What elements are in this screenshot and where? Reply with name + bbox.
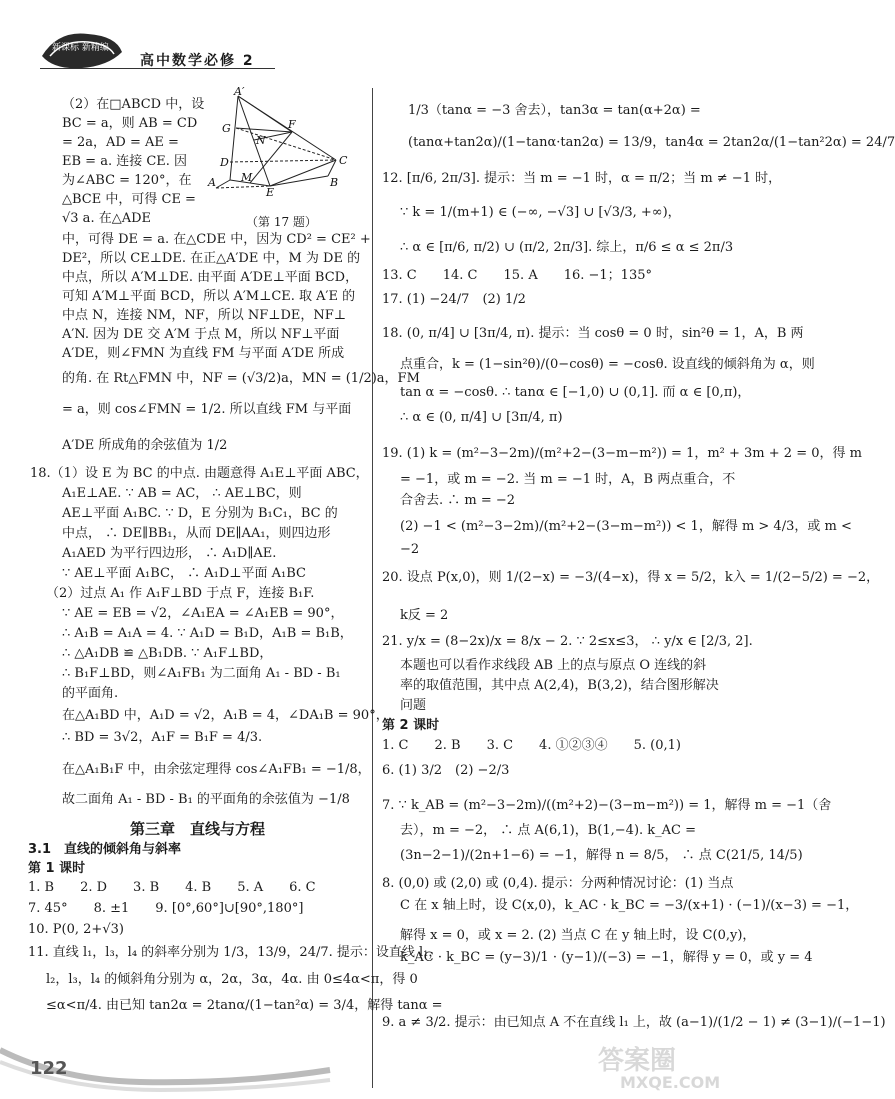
answer-line: 9. a ≠ 3/2. 提示：由已知点 A 不在直线 l₁ 上，故 (a−1)/(1/2 − 1) ≠ (3−1)/(−1−1) [382, 1015, 886, 1030]
label-C: C [339, 154, 348, 167]
right-line: k反 = 2 [400, 608, 449, 623]
right-line: 12. [π/6, 2π/3]. 提示：当 m = −1 时，α = π/2；当 m ≠ −1 时， [382, 171, 782, 186]
left-line: 的平面角. [62, 686, 119, 701]
right-line: 问题 [400, 698, 427, 713]
label-A-prime: A′ [234, 85, 245, 98]
left-line: ∴ BD = 3√2，A₁F = B₁F = 4/3. [62, 730, 263, 745]
left-line: 为∠ABC = 120°，在 [62, 173, 192, 188]
left-line: 中点， ∴ DE∥BB₁，从而 DE∥AA₁，则四边形 [62, 526, 331, 541]
left-line: 中点 N，连接 NM，NF，所以 NF⊥DE，NF⊥ [62, 308, 347, 323]
right-line: 1/3（tanα = −3 舍去），tan3α = tan(α+2α) = [408, 103, 701, 118]
left-line: EB = a. 连接 CE. 因 [62, 154, 188, 169]
page-number: 122 [30, 1058, 68, 1079]
answer-line: 10. P(0, 2+√3) [28, 922, 124, 937]
left-line: △BCE 中，可得 CE = [62, 192, 196, 207]
answer-line: 7. ∵ k_AB = (m²−3−2m)/((m²+2)−(3−m−m²)) = 1，解得 m = −1（舍 [382, 798, 832, 813]
right-line: (tanα+tan2α)/(1−tanα·tan2α) = 13/9，tan4α = 2tan2α/(1−tan²2α) = 24/7 [408, 135, 895, 150]
left-line: √3 a. 在△ADE [62, 211, 152, 226]
right-line: 20. 设点 P(x,0)，则 1/(2−x) = −3/(4−x)，得 x = 5/2，k入 = 1/(2−5/2) = −2， [382, 570, 880, 585]
section-heading: 3.1 直线的倾斜角与斜率 [28, 842, 182, 857]
right-line: 本题也可以看作求线段 AB 上的点与原点 O 连线的斜 [400, 658, 707, 673]
left-line: ∵ AE⊥平面 A₁BC， ∴ A₁D⊥平面 A₁BC [62, 566, 306, 581]
left-line: 在△A₁B₁F 中，由余弦定理得 cos∠A₁FB₁ = −1/8， [62, 762, 371, 777]
right-line: 率的取值范围，其中点 A(2,4)，B(3,2)，结合图形解决 [400, 678, 719, 693]
answer-line: ≤α<π/4. 由已知 tan2α = 2tanα/(1−tan²α) = 3/4，解得 tanα = [46, 998, 443, 1013]
answer-line: 11. 直线 l₁，l₃，l₄ 的斜率分别为 1/3，13/9，24/7. 提示：设直线 l₁， [28, 945, 442, 960]
left-line: = a，则 cos∠FMN = 1/2. 所以直线 FM 与平面 [62, 402, 352, 417]
left-line: = 2a，AD = AE = [62, 135, 179, 150]
geometry-figure-17 [208, 85, 358, 199]
left-line: 18.（1）设 E 为 BC 的中点. 由题意得 A₁E⊥平面 ABC， [30, 466, 369, 481]
label-B: B [330, 176, 339, 189]
right-line: 21. y/x = (8−2x)/x = 8/x − 2. ∵ 2≤x≤3， ∴ y/x ∈ [2/3, 2]. [382, 634, 753, 649]
label-E: E [266, 186, 275, 199]
label-N: N [256, 134, 266, 147]
answer-line: C 在 x 轴上时，设 C(x,0)，k_AC · k_BC = −3/(x+1) · (−1)/(x−3) = −1， [400, 898, 859, 913]
chapter-title: 第三章 直线与方程 [130, 820, 266, 838]
answer-line: 1. C 2. B 3. C 4. ①②③④ 5. (0,1) [382, 738, 681, 753]
right-line: tan α = −cosθ. ∴ tanα ∈ [−1,0) ∪ (0,1]. 而 α ∈ [0,π)， [400, 385, 751, 400]
watermark-logo: 答案圈 [598, 1046, 677, 1076]
label-F: F [288, 118, 296, 131]
left-line: A′N. 因为 DE 交 A′M 于点 M，所以 NF⊥平面 [62, 327, 340, 342]
right-line: 点重合，k = (1−sin²θ)/(0−cosθ) = −cosθ. 设直线的倾斜角为 α，则 [400, 357, 815, 372]
left-line: ∴ A₁B = A₁A = 4. ∵ A₁D = B₁D，A₁B = B₁B， [62, 626, 353, 641]
right-line: (2) −1 < (m²−3−2m)/(m²+2−(3−m−m²)) < 1，解得 m > 4/3，或 m < [400, 519, 852, 534]
answer-line: 6. (1) 3/2 (2) −2/3 [382, 763, 510, 778]
right-line: −2 [400, 542, 420, 557]
left-line: A′DE，则∠FMN 为直线 FM 与平面 A′DE 所成 [62, 346, 345, 361]
left-line: ∵ AE = EB = √2，∠A₁EA = ∠A₁EB = 90°， [62, 606, 344, 621]
right-line: 18. (0, π/4] ∪ [3π/4, π). 提示：当 cosθ = 0 时，sin²θ = 1，A，B 两 [382, 326, 804, 341]
answer-line: 去），m = −2， ∴ 点 A(6,1)，B(1,−4). k_AC = [400, 823, 697, 838]
label-A: A [208, 176, 216, 189]
lesson-heading: 第 2 课时 [382, 718, 440, 733]
answer-line: 7. 45° 8. ±1 9. [0°,60°]∪[90°,180°] [28, 901, 304, 916]
right-line: 合舍去. ∴ m = −2 [400, 493, 516, 508]
left-line: A₁E⊥AE. ∵ AB = AC， ∴ AE⊥BC，则 [62, 486, 302, 501]
label-D: D [220, 156, 229, 169]
series-badge-logo [38, 26, 126, 72]
left-line: AE⊥平面 A₁BC. ∵ D，E 分别为 B₁C₁，BC 的 [62, 506, 338, 521]
figure-caption: （第 17 题） [246, 215, 317, 229]
right-line: 17. (1) −24/7 (2) 1/2 [382, 292, 526, 307]
badge-text: 新课标 新精编 [52, 43, 109, 53]
left-line: （2）过点 A₁ 作 A₁F⊥BD 于点 F，连接 B₁F. [46, 586, 315, 601]
watermark-url: MXQE.COM [620, 1073, 721, 1092]
answer-line: k_AC · k_BC = (y−3)/1 · (y−1)/(−3) = −1，解得 y = 0，或 y = 4 [400, 950, 813, 965]
right-line: 19. (1) k = (m²−3−2m)/(m²+2−(3−m−m²)) = 1，m² + 3m + 2 = 0，得 m [382, 446, 862, 461]
label-G: G [222, 122, 231, 135]
left-line: A₁AED 为平行四边形， ∴ A₁D∥AE. [62, 546, 277, 561]
label-M: M [241, 171, 253, 184]
left-line: BC = a，则 AB = CD [62, 116, 198, 131]
left-line: ∴ △A₁DB ≌ △B₁DB. ∵ A₁F⊥BD， [62, 646, 273, 661]
answer-line: 1. B 2. D 3. B 4. B 5. A 6. C [28, 880, 316, 895]
left-line: 中点，所以 A′M⊥DE. 由平面 A′DE⊥平面 BCD， [62, 270, 359, 285]
left-line: 的角. 在 Rt△FMN 中，NF = (√3/2)a，MN = (1/2)a，FM [62, 371, 420, 386]
left-line: 可知 A′M⊥平面 BCD，所以 A′M⊥CE. 取 A′E 的 [62, 289, 356, 304]
right-line: 13. C 14. C 15. A 16. −1；135° [382, 268, 652, 283]
right-line: ∴ α ∈ [π/6, π/2) ∪ (π/2, 2π/3]. 综上，π/6 ≤ α ≤ 2π/3 [400, 240, 734, 255]
left-line: ∴ B₁F⊥BD，则∠A₁FB₁ 为二面角 A₁ - BD - B₁ [62, 666, 341, 681]
column-divider [372, 88, 373, 1088]
header-rule [40, 68, 275, 69]
right-line: ∵ k = 1/(m+1) ∈ (−∞, −√3] ∪ [√3/3, +∞)， [400, 205, 681, 220]
page-header-title: 高中数学必修 2 [140, 53, 255, 69]
lesson-heading: 第 1 课时 [28, 861, 86, 876]
right-line: = −1，或 m = −2. 当 m = −1 时，A，B 两点重合，不 [400, 472, 736, 487]
answer-line: l₂，l₃，l₄ 的倾斜角分别为 α，2α，3α，4α. 由 0≤4α<π，得 0 [46, 972, 418, 987]
left-line: 在△A₁BD 中，A₁D = √2，A₁B = 4，∠DA₁B = 90°， [62, 708, 389, 723]
answer-line: 解得 x = 0，或 x = 2. (2) 当点 C 在 y 轴上时，设 C(0,y)， [400, 928, 756, 943]
left-line: （2）在□ABCD 中，设 [62, 97, 205, 112]
answer-line: (3n−2−1)/(2n+1−6) = −1，解得 n = 8/5， ∴ 点 C(21/5, 14/5) [400, 848, 803, 863]
left-line: A′DE 所成角的余弦值为 1/2 [62, 438, 228, 453]
right-line: ∴ α ∈ (0, π/4] ∪ [3π/4, π) [400, 410, 563, 425]
left-line: DE²，所以 CE⊥DE. 在正△A′DE 中，M 为 DE 的 [62, 251, 361, 266]
left-line: 中，可得 DE = a. 在△CDE 中，因为 CD² = CE² + [62, 232, 371, 247]
left-line: 故二面角 A₁ - BD - B₁ 的平面角的余弦值为 −1/8 [62, 792, 350, 807]
answer-line: 8. (0,0) 或 (2,0) 或 (0,4). 提示：分两种情况讨论：(1) 当点 [382, 876, 734, 891]
